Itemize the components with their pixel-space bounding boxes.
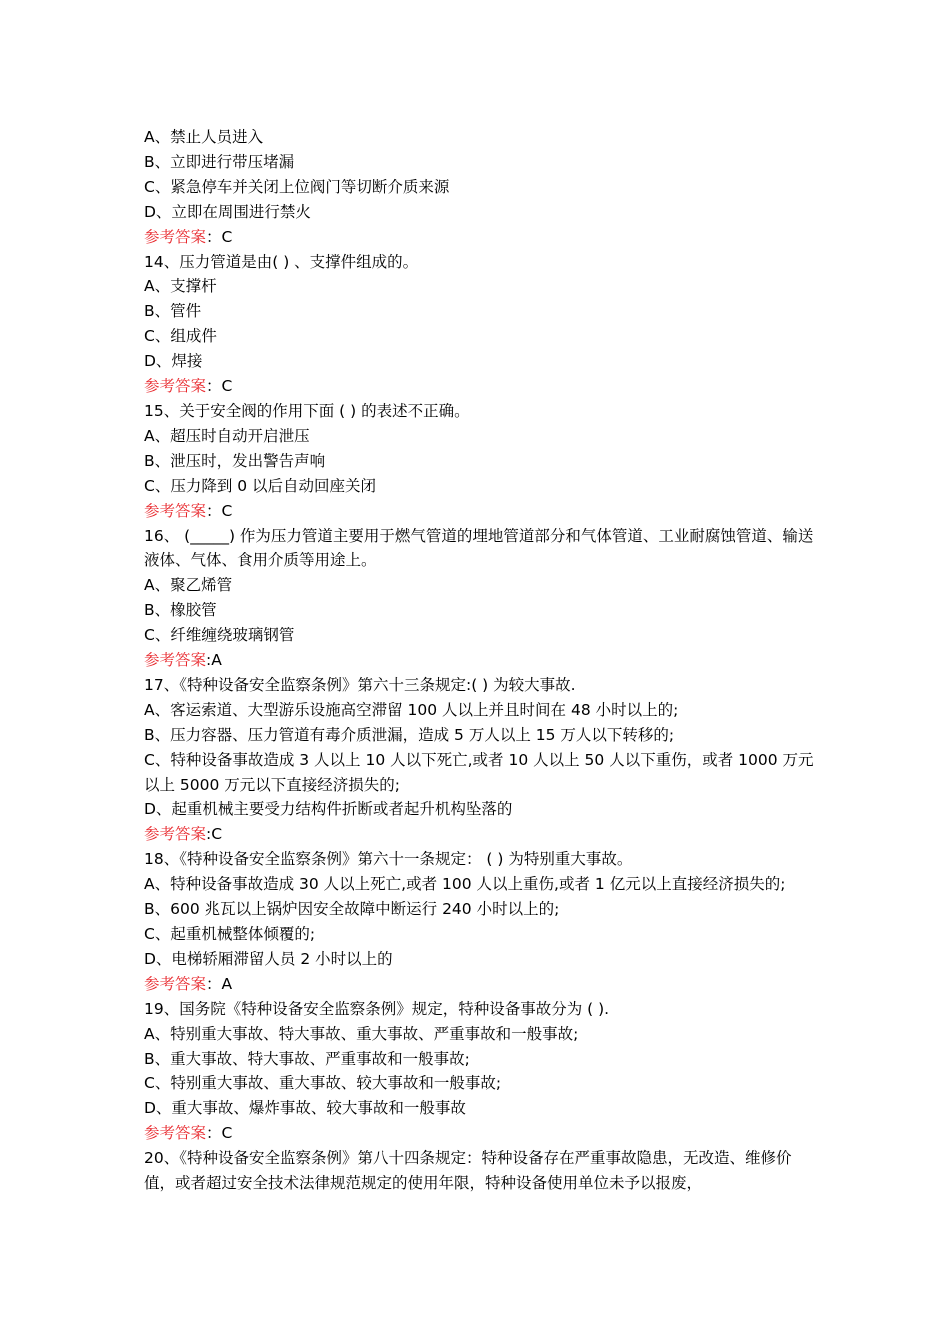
option-d: D、焊接 xyxy=(144,352,203,371)
answer-line xyxy=(144,1121,814,1146)
answer-label: 参考答案 xyxy=(144,651,207,670)
answer-value: ：C xyxy=(206,501,233,520)
option-c: C、紧急停车并关闭上位阀门等切断介质来源 xyxy=(144,177,450,196)
option-d: D、重大事故、爆炸事故、较大事故和一般事故 xyxy=(144,1099,466,1118)
option-b: B、重大事故、特大事故、严重事故和一般事故; xyxy=(144,1049,470,1068)
question-list xyxy=(144,125,814,1196)
option-a: A、特种设备事故造成 30 人以上死亡,或者 100 人以上重伤,或者 1 亿元以上直接经济损失的; xyxy=(144,875,786,894)
answer-line xyxy=(144,225,814,250)
answer-value: ：C xyxy=(206,377,233,396)
question-block xyxy=(144,673,814,847)
question-text: 16、 (_____) 作为压力管道主要用于燃气管道的埋地管道部分和气体管道、工业耐腐蚀管道、输送液体、气体、食用介质等用途上。 xyxy=(144,526,814,570)
question-block xyxy=(144,250,814,399)
question-block xyxy=(144,125,814,250)
option-b: B、600 兆瓦以上锅炉因安全故障中断运行 240 小时以上的; xyxy=(144,900,560,919)
question-text: 14、压力管道是由( ) 、支撑件组成的。 xyxy=(144,252,419,271)
answer-line xyxy=(144,499,814,524)
option-d: D、电梯轿厢滞留人员 2 小时以上的 xyxy=(144,949,393,968)
option-a: A、聚乙烯管 xyxy=(144,576,233,595)
option-a: A、客运索道、大型游乐设施高空滞留 100 人以上并且时间在 48 小时以上的; xyxy=(144,700,679,719)
question-text: 19、国务院《特种设备安全监察条例》规定，特种设备事故分为 ( ). xyxy=(144,999,610,1018)
question-text: 17、《特种设备安全监察条例》第六十三条规定:( ) 为较大事故. xyxy=(144,675,576,694)
answer-label: 参考答案 xyxy=(144,974,207,993)
answer-line xyxy=(144,648,814,673)
answer-label: 参考答案 xyxy=(144,501,207,520)
option-c: C、压力降到 0 以后自动回座关闭 xyxy=(144,476,377,495)
answer-label: 参考答案 xyxy=(144,227,207,246)
answer-label: 参考答案 xyxy=(144,377,207,396)
answer-label: 参考答案 xyxy=(144,825,207,844)
option-c: C、特种设备事故造成 3 人以上 10 人以下死亡,或者 10 人以上 50 人以下重伤，或者 1000 万元以上 5000 万元以下直接经济损失的; xyxy=(144,750,814,794)
answer-value: ：A xyxy=(206,974,233,993)
answer-line xyxy=(144,972,814,997)
question-block xyxy=(144,1146,814,1196)
option-c: C、特别重大事故、重大事故、较大事故和一般事故; xyxy=(144,1074,502,1093)
answer-line xyxy=(144,374,814,399)
question-block xyxy=(144,524,814,673)
option-b: B、立即进行带压堵漏 xyxy=(144,152,295,171)
option-a: A、禁止人员进入 xyxy=(144,128,264,146)
question-block xyxy=(144,847,814,996)
question-text: 20、《特种设备安全监察条例》第八十四条规定：特种设备存在严重事故隐患，无改造、维修价值，或者超过安全技术法律规范规定的使用年限，特种设备使用单位未予以报废， xyxy=(144,1149,792,1193)
question-block xyxy=(144,997,814,1146)
option-a: A、支撑杆 xyxy=(144,277,217,296)
answer-value: :A xyxy=(206,651,222,670)
answer-label: 参考答案 xyxy=(144,1124,207,1143)
option-c: C、纤维缠绕玻璃钢管 xyxy=(144,626,295,645)
option-d: D、起重机械主要受力结构件折断或者起升机构坠落的 xyxy=(144,800,513,819)
option-a: A、超压时自动开启泄压 xyxy=(144,426,310,445)
answer-value: ：C xyxy=(206,1124,233,1143)
question-text: 18、《特种设备安全监察条例》第六十一条规定： ( ) 为特别重大事故。 xyxy=(144,850,633,869)
option-d: D、立即在周围进行禁火 xyxy=(144,202,311,221)
answer-value: ：C xyxy=(206,227,233,246)
question-block xyxy=(144,399,814,524)
option-b: B、压力容器、压力管道有毒介质泄漏，造成 5 万人以上 15 万人以下转移的; xyxy=(144,725,675,744)
option-b: B、橡胶管 xyxy=(144,601,217,620)
question-text: 15、关于安全阀的作用下面 ( ) 的表述不正确。 xyxy=(144,401,470,420)
option-c: C、组成件 xyxy=(144,327,217,346)
option-b: B、泄压时，发出警告声响 xyxy=(144,451,326,470)
answer-line xyxy=(144,822,814,847)
option-a: A、特别重大事故、特大事故、重大事故、严重事故和一般事故; xyxy=(144,1024,579,1043)
answer-value: :C xyxy=(206,825,223,844)
option-b: B、管件 xyxy=(144,302,202,321)
option-c: C、起重机械整体倾覆的; xyxy=(144,925,316,943)
